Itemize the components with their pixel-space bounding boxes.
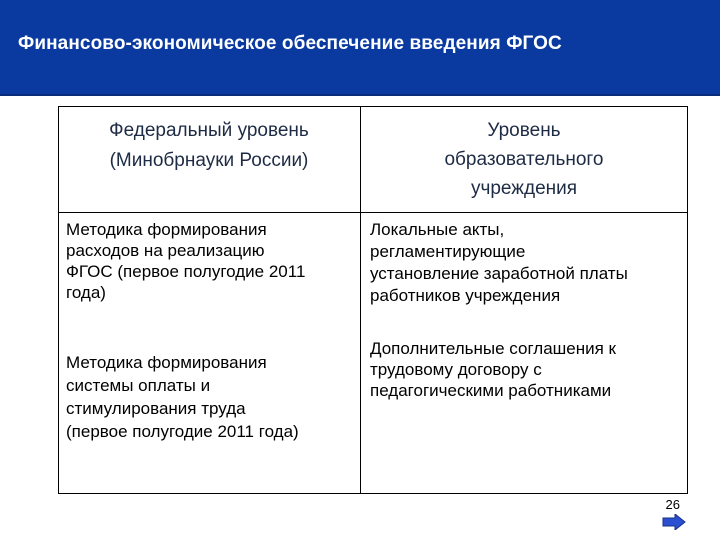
cell-line: Дополнительные соглашения к	[370, 339, 616, 358]
table-cell-federal-1	[66, 219, 358, 303]
cell-line: Методика формирования	[66, 353, 267, 372]
table-cell-federal-2	[66, 351, 358, 443]
cell-line: установление заработной платы	[370, 264, 628, 283]
cell-line: работников учреждения	[370, 286, 561, 305]
column-header-line: образовательного	[444, 149, 604, 170]
cell-line: ФГОС (первое полугодие 2011	[66, 262, 306, 281]
table-cell-institution-2	[370, 338, 686, 401]
column-header-line: (Минобрнауки России)	[109, 150, 309, 171]
cell-line: педагогическими работниками	[370, 381, 612, 400]
slide-title: Финансово-экономическое обеспечение введения ФГОС	[18, 33, 562, 54]
cell-line: (первое полугодие 2011 года)	[66, 422, 299, 441]
title-bar	[0, 0, 720, 96]
cell-line: Методика формирования	[66, 220, 267, 239]
next-arrow-icon[interactable]	[662, 514, 686, 530]
column-header-federal	[58, 116, 360, 176]
column-header-institution	[360, 116, 688, 203]
cell-line: Локальные акты,	[370, 220, 505, 239]
cell-line: стимулирования труда	[66, 399, 246, 418]
cell-line: системы оплаты и	[66, 376, 211, 395]
table-header-divider	[58, 212, 688, 213]
table-cell-institution-1	[370, 219, 686, 307]
cell-line: трудовому договору с	[370, 360, 542, 379]
cell-line: расходов на реализацию	[66, 241, 265, 260]
cell-line: регламентирующие	[370, 242, 526, 261]
column-header-line: учреждения	[470, 178, 578, 199]
column-header-line: Уровень	[487, 120, 561, 141]
page-number: 26	[665, 497, 680, 512]
column-header-line: Федеральный уровень	[109, 120, 309, 141]
cell-line: года)	[66, 283, 106, 302]
